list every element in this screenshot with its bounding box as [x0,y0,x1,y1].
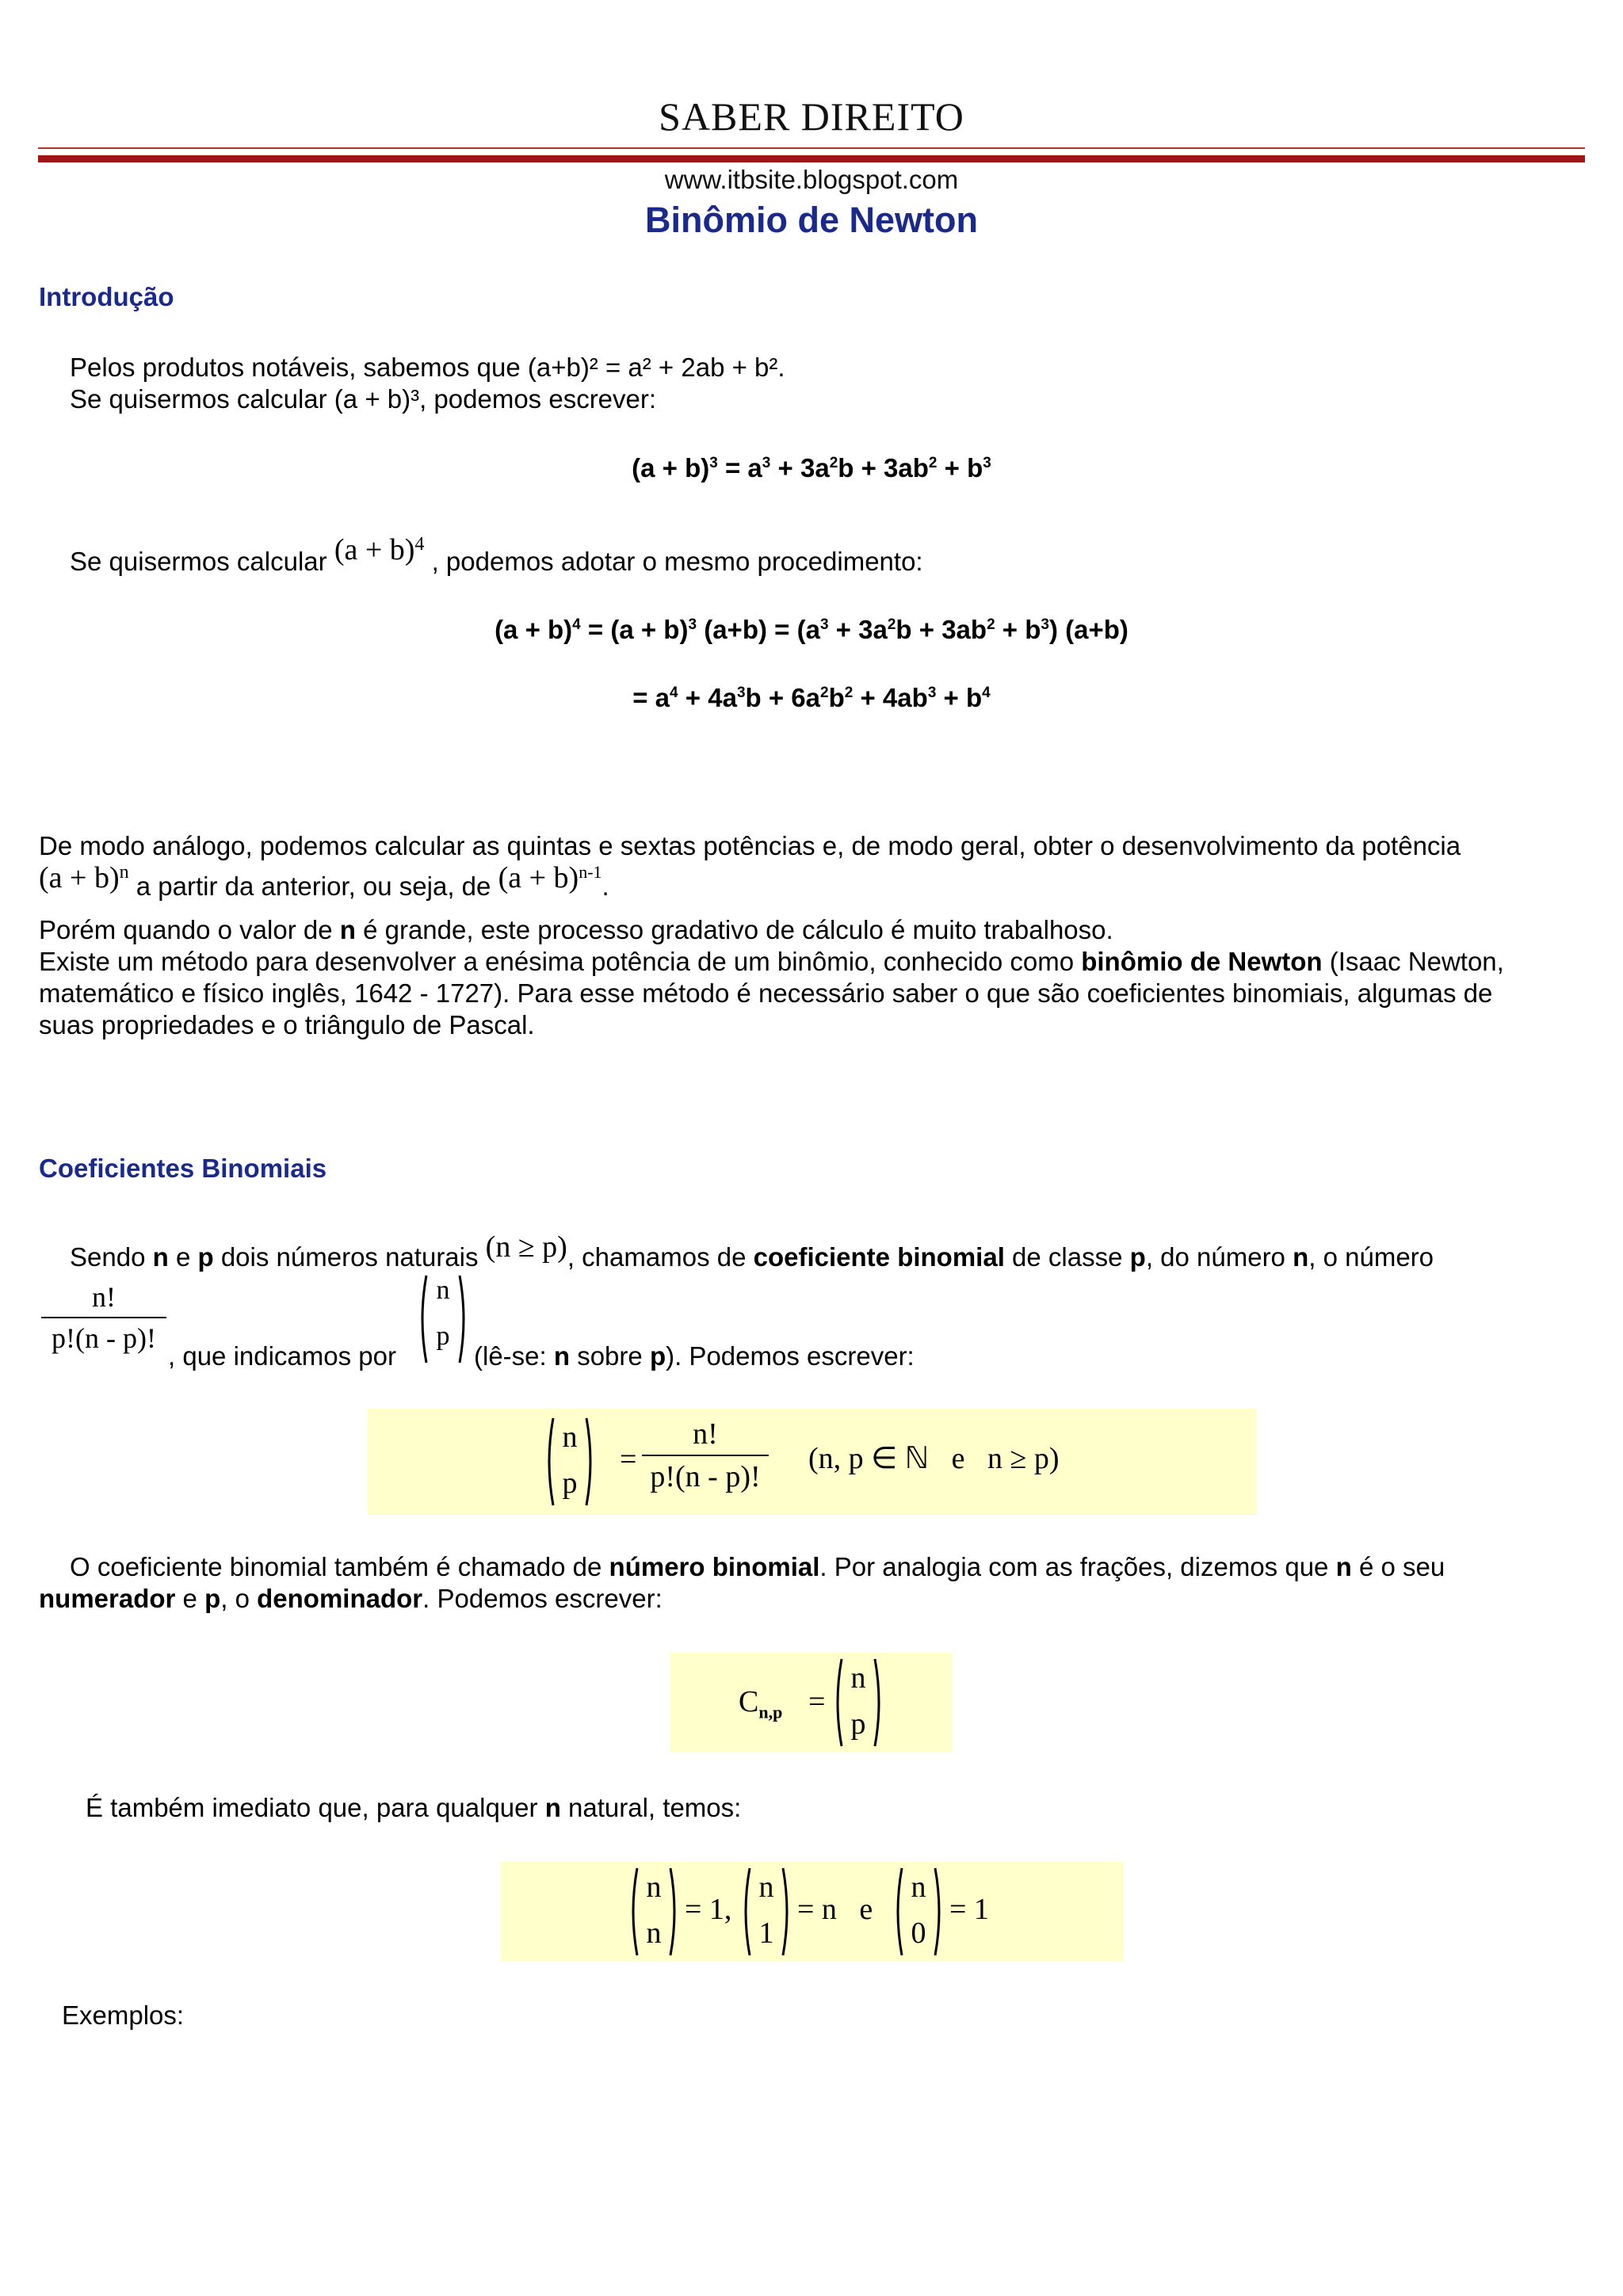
identity-eq-1: = 1, [685,1893,732,1926]
identity-binomial-n-n: n n [628,1865,680,1958]
intro-para-5: suas propriedades e o triângulo de Pascal. [39,1010,535,1039]
intro-para-3: Existe um método para desenvolver a enésima potência de um binômio, conhecido como binômio de Newton (Isaac Newton, [39,947,1504,976]
intro-para-1: De modo análogo, podemos calcular as quintas e sextas potências e, de modo geral, obter o desenvolvimento da potência [39,831,1461,860]
formula-binomial: n p [544,1415,596,1508]
intro-para-1-line2 [39,861,609,902]
fraction-denominator: p!(n - p)! [52,1322,156,1354]
formula-fraction: n! p!(n - p)! [642,1417,769,1494]
inline-math-n-ge-p: (n ≥ p) [485,1230,567,1264]
formula-condition: (n, p ∈ ℕ e n ≥ p) [808,1442,1060,1475]
formula-cnp-equals: = [808,1685,826,1718]
math-exp-4: 4 [414,534,425,555]
formula-box-identities [501,1862,1124,1962]
formula-box-cnp [670,1653,953,1753]
intro-para-1b: a partir da anterior, ou seja, de [136,871,491,901]
coef-sentence-4: numerador e p, o denominador. Podemos escrever: [39,1584,663,1613]
formula-cnp-binomial: n p [832,1656,884,1749]
intro-para-4: matemático e físico inglês, 1642 - 1727). Para esse método é necessário saber o que são coeficientes binomiais, algumas de [39,978,1493,1008]
site-url: www.itbsite.blogspot.com [664,165,959,194]
binomial-bottom: p [436,1322,450,1351]
identity-eq-n-e: = n e [797,1893,873,1926]
coef-sentence-5: É também imediato que, para qualquer n natural, temos: [86,1793,742,1822]
intro-para-1c: . [601,871,609,901]
inline-math-a-plus-b-4 [334,533,425,566]
coef-sentence-2a: , que indicamos por [168,1341,396,1371]
intro-line-1: Pelos produtos notáveis, sabemos que (a+b)² = a² + 2ab + b². [70,353,785,382]
inline-fraction [41,1280,166,1355]
coef-sentence-3: O coeficiente binomial também é chamado de número binomial. Por analogia com as frações, dizemos que n é o seu [70,1552,1445,1581]
section-heading-intro: Introdução [39,282,174,311]
document-title: Binômio de Newton [645,200,978,240]
formula-equals: = [620,1443,637,1476]
identity-binomial-n-0: n 0 [892,1865,945,1958]
binomial-top: n [436,1276,450,1305]
fraction-bar [41,1317,166,1318]
header-title: SABER DIREITO [659,94,964,139]
intro-para-2: Porém quando o valor de n é grande, este processo gradativo de cálculo é muito trabalhoso. [39,915,1113,944]
formula-box-definition [368,1409,1257,1515]
intro-line-3 [70,533,923,578]
coef-sentence-1: Sendo n e p dois números naturais (n ≥ p), chamamos de coeficiente binomial de classe p, do número n, o número [70,1230,1434,1272]
identity-binomial-n-1: n 1 [740,1865,792,1958]
intro-line-3b: , podemos adotar o mesmo procedimento: [431,547,923,576]
formula-c: $C_{n,p}$ [739,1685,783,1722]
equation-fourth-1: $(a + b)^4 = (a + b)^3$ $(a+b) = (a^3 + 3a^2b + 3ab^2 + b^3)$ (a+b) [495,615,1128,644]
examples-label: Exemplos: [62,2000,185,2030]
header-rule-thick [38,155,1585,162]
header-rule-thin [38,147,1585,149]
fraction-numerator: n! [92,1281,116,1313]
identity-eq-one: = 1 [949,1893,989,1926]
equation-cube: $(a + b)^3 = a^3 + 3a^2b + 3ab^2 + b^3$ [632,453,991,482]
inline-math-a-plus-b-n: $(a + b)^n$ [39,861,129,894]
intro-line-2: Se quisermos calcular (a + b)³, podemos escrever: [70,384,657,414]
coef-sentence-2b: (lê-se: n sobre p). Podemos escrever: [474,1341,915,1371]
math-a-plus-b: (a + b) [334,533,415,566]
intro-line-3a: Se quisermos calcular [70,547,327,576]
inline-math-a-plus-b-n-1: $(a + b)^{n-1}$ [498,861,602,894]
section-heading-coef: Coeficientes Binomiais [39,1154,327,1183]
equation-fourth-2: = $a^4 + 4a^3b + 6a^2b^2 + 4ab^3 + b^4$ [632,683,991,712]
inline-binomial [417,1272,469,1366]
